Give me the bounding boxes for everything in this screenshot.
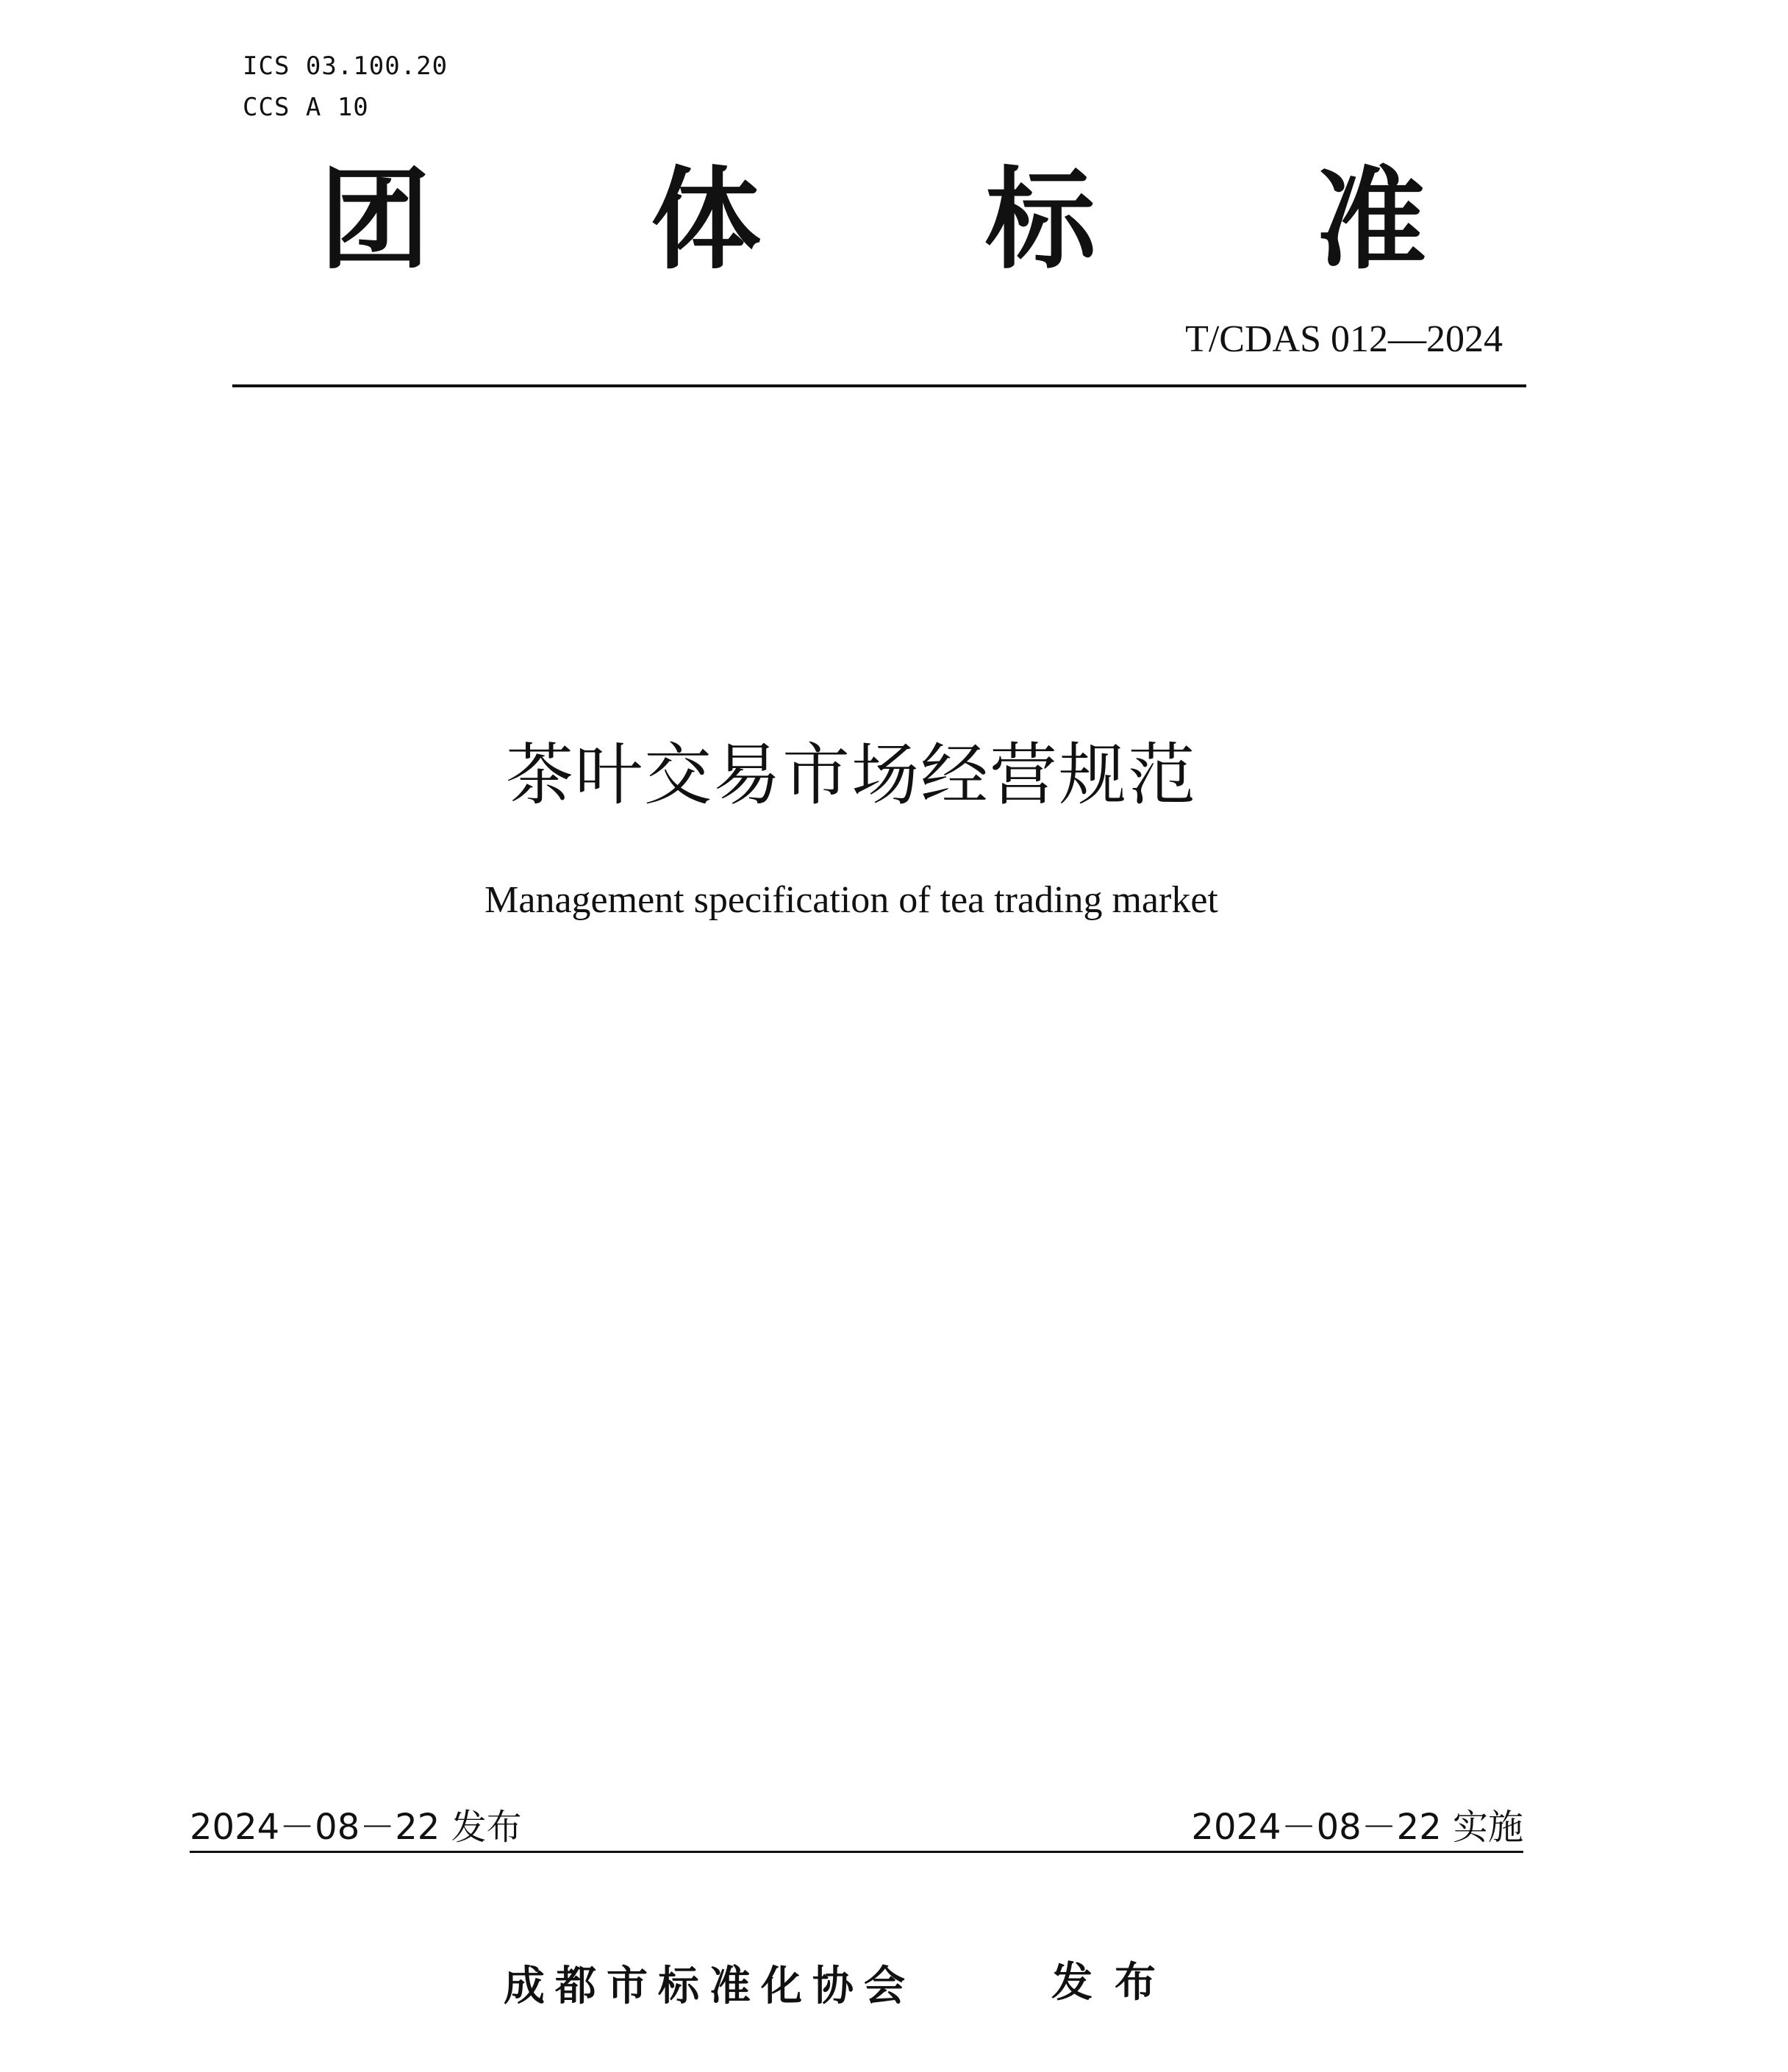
implementation-date: 2024－08－22 实施 — [1191, 1807, 1523, 1848]
document-title-en: Management specification of tea trading market — [484, 879, 1218, 921]
standard-number: T/CDAS 012—2024 — [1185, 318, 1503, 360]
classification-codes — [243, 46, 448, 128]
ccs-code: CCS A 10 — [243, 93, 369, 122]
standard-type-char-3: 标 — [985, 157, 1096, 284]
document-title-zh: 茶叶交易市场经营规范 — [505, 736, 1197, 814]
footer-divider — [190, 1851, 1523, 1853]
standard-type-char-2: 体 — [651, 157, 762, 284]
release-date: 2024－08－22 发布 — [190, 1807, 522, 1848]
ics-code: ICS 03.100.20 — [243, 51, 448, 81]
publish-label: 发布 — [1051, 1959, 1178, 2007]
standard-type-char-1: 团 — [320, 157, 431, 284]
publisher-name: 成都市标准化协会 — [504, 1962, 915, 2010]
header-divider — [232, 384, 1526, 387]
standard-type-char-4: 准 — [1316, 157, 1427, 284]
